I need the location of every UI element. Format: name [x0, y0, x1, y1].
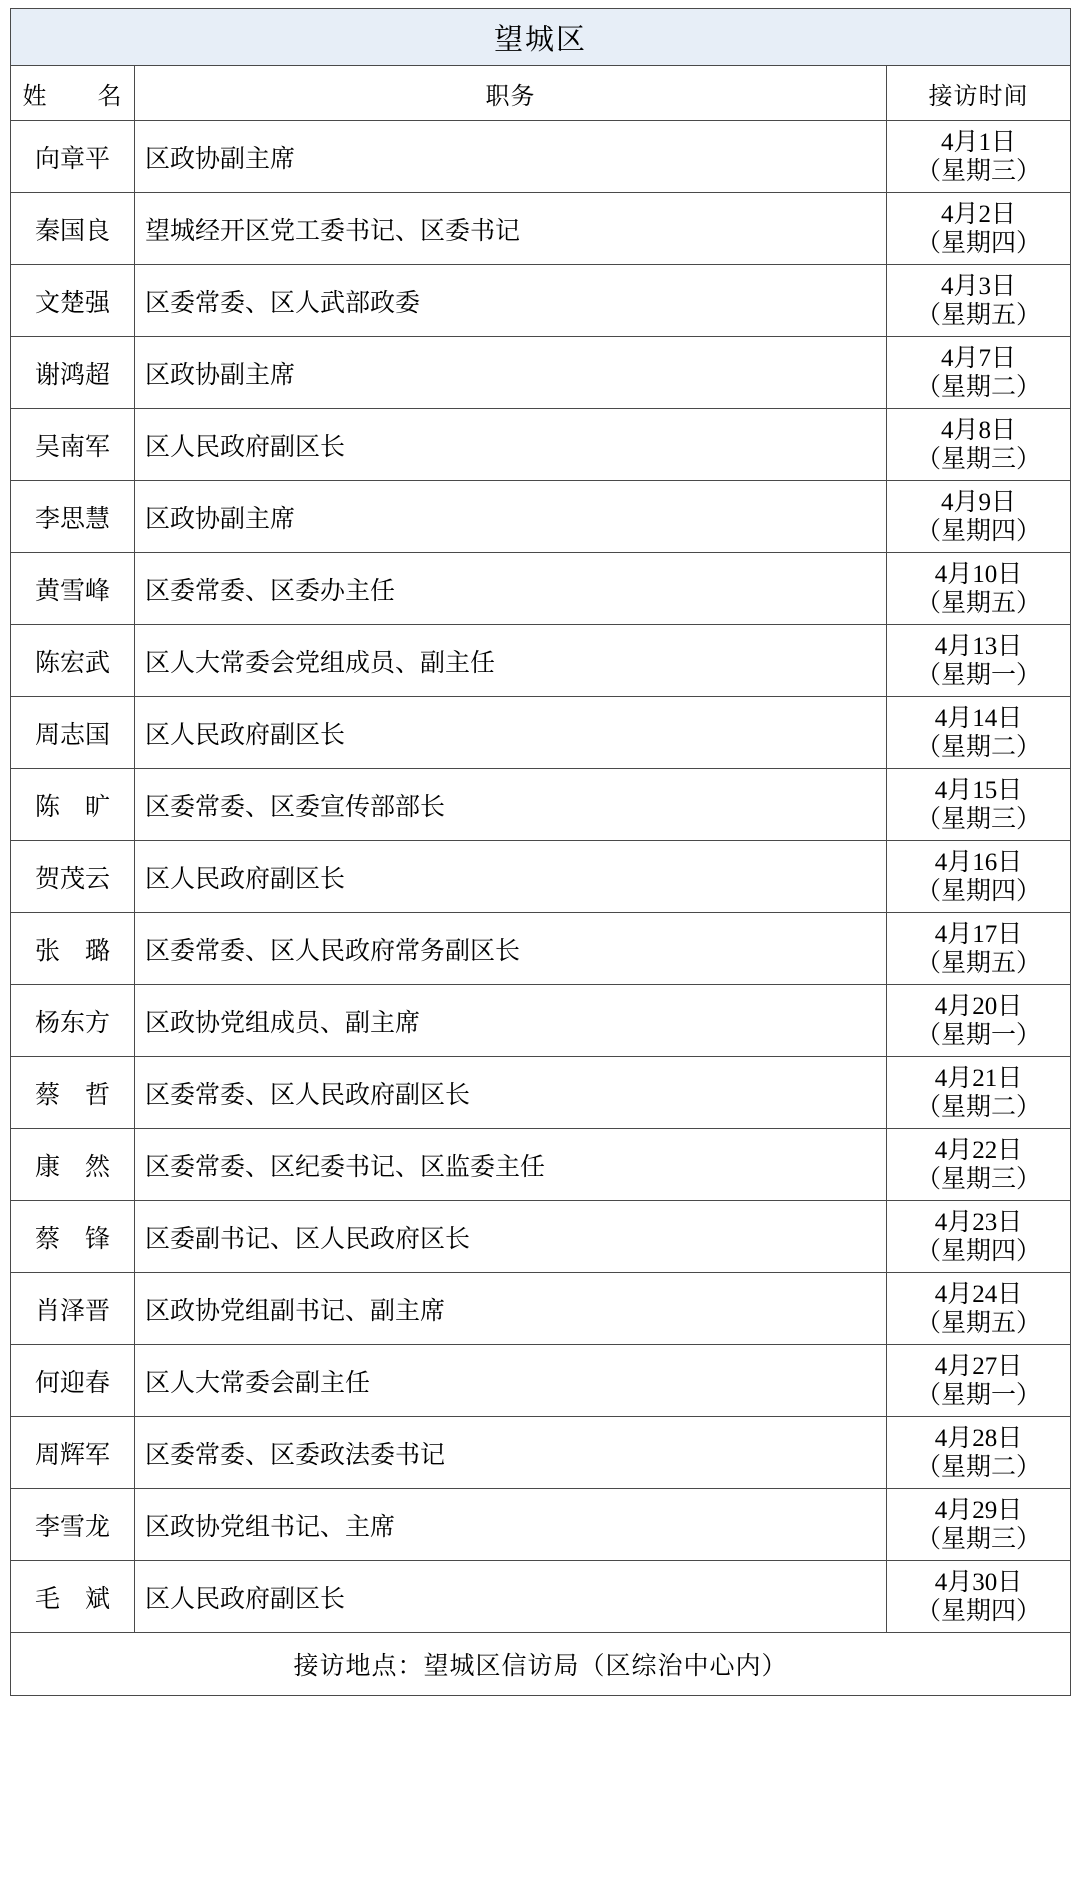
table-row: [11, 337, 1071, 409]
cell-date: 4月16日: [934, 848, 1023, 876]
cell-weekday: （星期四）: [916, 517, 1042, 545]
cell-weekday: （星期五）: [916, 949, 1042, 977]
cell-time: [887, 193, 1071, 265]
cell-name: 向章平: [11, 121, 135, 193]
cell-weekday: （星期四）: [916, 229, 1042, 257]
cell-date: 4月14日: [934, 704, 1023, 732]
table-body: [11, 9, 1071, 1696]
cell-name: 文楚强: [11, 265, 135, 337]
cell-title: 区政协副主席: [135, 121, 887, 193]
cell-weekday: （星期三）: [916, 445, 1042, 473]
cell-title: 区委常委、区人民政府常务副区长: [135, 913, 887, 985]
table-row: [11, 553, 1071, 625]
cell-time: [887, 1345, 1071, 1417]
cell-time: [887, 481, 1071, 553]
cell-title: 区政协党组副书记、副主席: [135, 1273, 887, 1345]
cell-weekday: （星期四）: [916, 1597, 1042, 1625]
cell-time: [887, 1057, 1071, 1129]
cell-time: [887, 985, 1071, 1057]
cell-name: 李雪龙: [11, 1489, 135, 1561]
cell-name: 周志国: [11, 697, 135, 769]
cell-date: 4月29日: [934, 1496, 1023, 1524]
table-row: [11, 913, 1071, 985]
cell-date: 4月1日: [941, 128, 1017, 156]
cell-weekday: （星期五）: [916, 589, 1042, 617]
cell-name: 蔡 哲: [11, 1057, 135, 1129]
cell-title: 区委常委、区人武部政委: [135, 265, 887, 337]
cell-time: [887, 1201, 1071, 1273]
table-row: [11, 985, 1071, 1057]
cell-date: 4月15日: [934, 776, 1023, 804]
cell-name: 张 璐: [11, 913, 135, 985]
cell-title: 区委副书记、区人民政府区长: [135, 1201, 887, 1273]
cell-title: 区政协党组成员、副主席: [135, 985, 887, 1057]
column-header-title: 职务: [135, 66, 887, 121]
cell-time: [887, 1273, 1071, 1345]
cell-date: 4月10日: [934, 560, 1023, 588]
table-row: [11, 265, 1071, 337]
cell-weekday: （星期二）: [916, 1093, 1042, 1121]
table-row: [11, 1057, 1071, 1129]
cell-weekday: （星期五）: [916, 1309, 1042, 1337]
cell-title: 区政协党组书记、主席: [135, 1489, 887, 1561]
reception-schedule-table: [10, 8, 1071, 1696]
cell-time: [887, 1489, 1071, 1561]
table-row: [11, 1489, 1071, 1561]
cell-date: 4月17日: [934, 920, 1023, 948]
cell-weekday: （星期三）: [916, 805, 1042, 833]
cell-date: 4月9日: [941, 488, 1017, 516]
cell-title: 区人大常委会副主任: [135, 1345, 887, 1417]
cell-date: 4月28日: [934, 1424, 1023, 1452]
table-row: [11, 625, 1071, 697]
table-title-row: [11, 9, 1071, 66]
cell-name: 吴南军: [11, 409, 135, 481]
cell-title: 区人民政府副区长: [135, 697, 887, 769]
table-row: [11, 409, 1071, 481]
cell-weekday: （星期三）: [916, 157, 1042, 185]
cell-title: 区政协副主席: [135, 337, 887, 409]
cell-name: 谢鸿超: [11, 337, 135, 409]
cell-name: 李思慧: [11, 481, 135, 553]
cell-weekday: （星期五）: [916, 301, 1042, 329]
cell-name: 陈 旷: [11, 769, 135, 841]
cell-title: 区委常委、区委政法委书记: [135, 1417, 887, 1489]
table-row: [11, 1273, 1071, 1345]
cell-time: [887, 1561, 1071, 1633]
cell-title: 区委常委、区纪委书记、区监委主任: [135, 1129, 887, 1201]
cell-title: 区人民政府副区长: [135, 409, 887, 481]
cell-time: [887, 625, 1071, 697]
cell-name: 周辉军: [11, 1417, 135, 1489]
cell-time: [887, 697, 1071, 769]
cell-date: 4月20日: [934, 992, 1023, 1020]
cell-name: 黄雪峰: [11, 553, 135, 625]
table-row: [11, 481, 1071, 553]
reception-location: 接访地点：望城区信访局（区综治中心内）: [11, 1633, 1071, 1696]
table-row: [11, 1561, 1071, 1633]
cell-title: 区人民政府副区长: [135, 841, 887, 913]
cell-time: [887, 1417, 1071, 1489]
cell-date: 4月27日: [934, 1352, 1023, 1380]
cell-title: 望城经开区党工委书记、区委书记: [135, 193, 887, 265]
cell-title: 区人民政府副区长: [135, 1561, 887, 1633]
cell-date: 4月22日: [934, 1136, 1023, 1164]
cell-title: 区人大常委会党组成员、副主任: [135, 625, 887, 697]
table-footer-row: [11, 1633, 1071, 1696]
cell-weekday: （星期四）: [916, 1237, 1042, 1265]
cell-weekday: （星期四）: [916, 877, 1042, 905]
cell-time: [887, 841, 1071, 913]
cell-title: 区政协副主席: [135, 481, 887, 553]
cell-date: 4月24日: [934, 1280, 1023, 1308]
cell-time: [887, 121, 1071, 193]
cell-date: 4月8日: [941, 416, 1017, 444]
cell-title: 区委常委、区委宣传部部长: [135, 769, 887, 841]
cell-date: 4月7日: [941, 344, 1017, 372]
table-row: [11, 193, 1071, 265]
table-row: [11, 1201, 1071, 1273]
cell-name: 蔡 锋: [11, 1201, 135, 1273]
cell-name: 毛 斌: [11, 1561, 135, 1633]
cell-name: 贺茂云: [11, 841, 135, 913]
table-row: [11, 1417, 1071, 1489]
cell-date: 4月2日: [941, 200, 1017, 228]
cell-date: 4月3日: [941, 272, 1017, 300]
cell-time: [887, 409, 1071, 481]
cell-weekday: （星期二）: [916, 1453, 1042, 1481]
column-header-time: 接访时间: [887, 66, 1071, 121]
cell-time: [887, 769, 1071, 841]
cell-weekday: （星期一）: [916, 661, 1042, 689]
table-row: [11, 1129, 1071, 1201]
cell-weekday: （星期二）: [916, 373, 1042, 401]
cell-time: [887, 553, 1071, 625]
cell-name: 何迎春: [11, 1345, 135, 1417]
cell-name: 康 然: [11, 1129, 135, 1201]
cell-weekday: （星期一）: [916, 1021, 1042, 1049]
cell-weekday: （星期二）: [916, 733, 1042, 761]
column-header-name: 姓 名: [11, 66, 135, 121]
cell-name: 秦国良: [11, 193, 135, 265]
cell-time: [887, 337, 1071, 409]
cell-weekday: （星期一）: [916, 1381, 1042, 1409]
cell-weekday: （星期三）: [916, 1525, 1042, 1553]
table-row: [11, 769, 1071, 841]
table-row: [11, 841, 1071, 913]
cell-date: 4月13日: [934, 632, 1023, 660]
table-header-row: [11, 66, 1071, 121]
cell-name: 肖泽晋: [11, 1273, 135, 1345]
table-row: [11, 1345, 1071, 1417]
cell-date: 4月21日: [934, 1064, 1023, 1092]
cell-title: 区委常委、区人民政府副区长: [135, 1057, 887, 1129]
table-row: [11, 697, 1071, 769]
cell-date: 4月30日: [934, 1568, 1023, 1596]
cell-date: 4月23日: [934, 1208, 1023, 1236]
cell-weekday: （星期三）: [916, 1165, 1042, 1193]
table-row: [11, 121, 1071, 193]
cell-title: 区委常委、区委办主任: [135, 553, 887, 625]
cell-name: 杨东方: [11, 985, 135, 1057]
cell-time: [887, 1129, 1071, 1201]
cell-name: 陈宏武: [11, 625, 135, 697]
cell-time: [887, 913, 1071, 985]
page-title: 望城区: [11, 9, 1071, 66]
cell-time: [887, 265, 1071, 337]
